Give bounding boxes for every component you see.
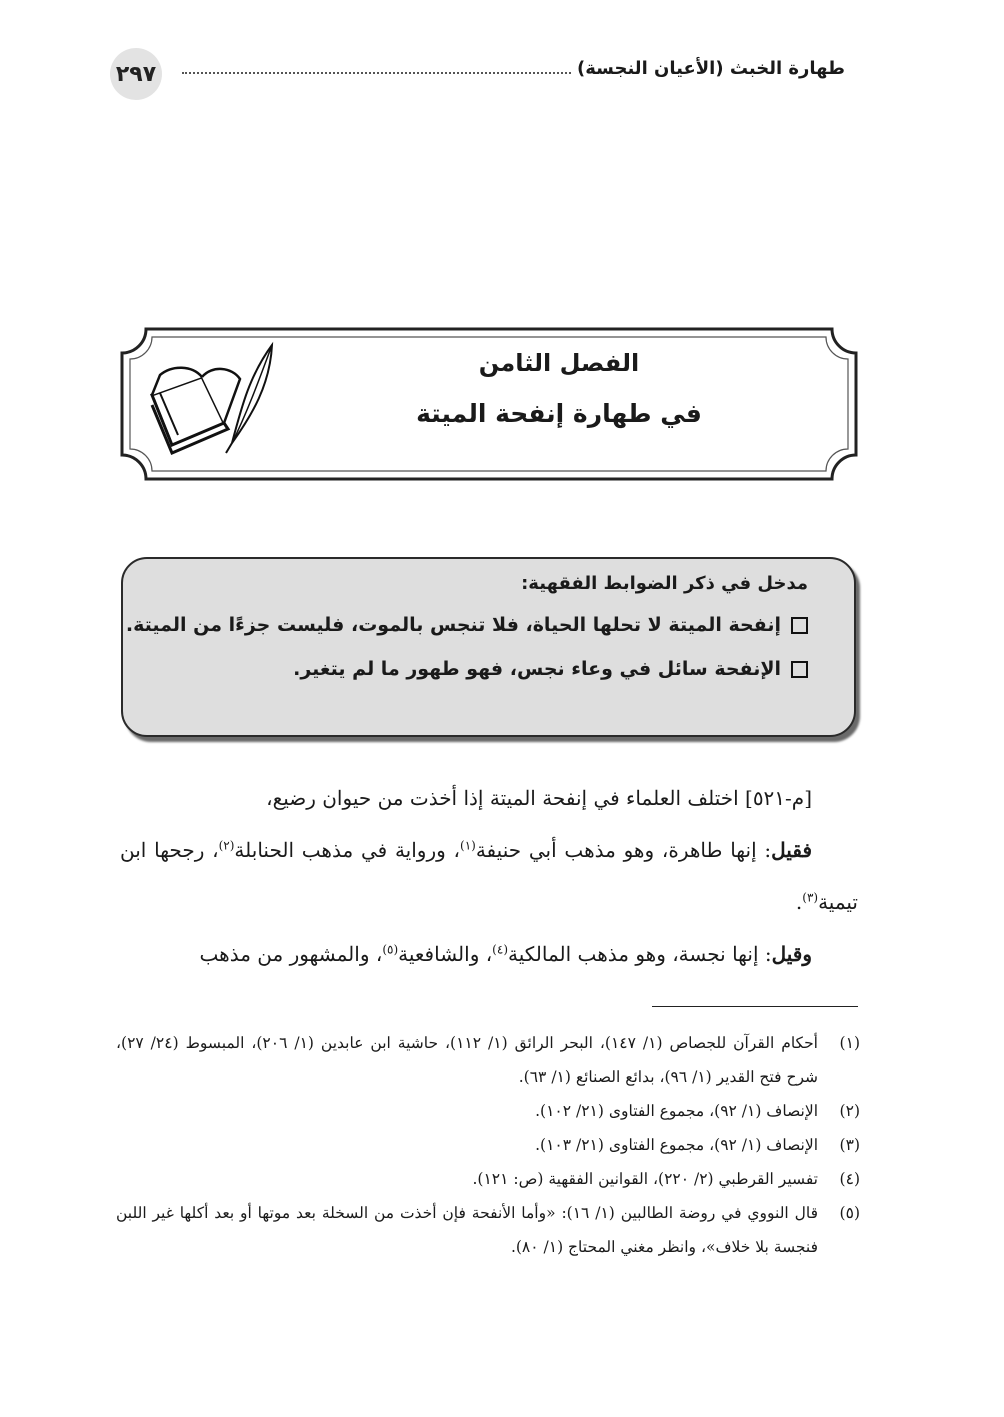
footnote-number: (٣): [839, 1136, 860, 1154]
checkbox-icon: [791, 661, 808, 678]
paragraph-second-opinion: وقيل: إنها نجسة، وهو مذهب المالكية$^{(٤)}$، والشافعية$^{(٥)}$، والمشهور من مذهب: [199, 942, 812, 966]
footnote-text: الإنصاف (١/ ٩٢)، مجموع الفتاوى (٢١/ ١٠٣).: [535, 1136, 818, 1154]
footnote-number: (٥): [839, 1204, 860, 1222]
footnote-number: (١): [839, 1034, 860, 1052]
footnote-text: تفسير القرطبي (٢/ ٢٢٠)، القوانين الفقهية (ص: ١٢١).: [472, 1170, 818, 1188]
footnote-ref[interactable]: (٥): [382, 942, 399, 957]
footnote-ref[interactable]: (٤): [492, 942, 508, 957]
main-text: [120, 772, 858, 980]
dotted-leader: [182, 72, 571, 74]
footnote-ref[interactable]: (٢): [218, 838, 235, 853]
footnote-number: (٢): [839, 1102, 860, 1120]
footnote: [116, 1026, 860, 1094]
footnote-text: الإنصاف (١/ ٩٢)، مجموع الفتاوى (٢١/ ١٠٢).: [535, 1102, 818, 1120]
chapter-title-frame: [118, 325, 860, 483]
footnote: [116, 1094, 860, 1128]
rule-text: الإنفحة سائل في وعاء نجس، فهو طهور ما لم يتغير.: [293, 658, 781, 680]
footnote-separator: [652, 1006, 858, 1007]
rule-item: [153, 658, 808, 680]
running-title: طهارة الخبث (الأعيان النجسة): [577, 58, 845, 79]
footnotes: [116, 1026, 860, 1264]
page-number: ٢٩٧: [110, 48, 162, 100]
rule-item: [125, 614, 808, 636]
opinion-lead: فقيل: [771, 838, 812, 862]
opinion-lead: وقيل: [771, 942, 812, 966]
footnote-text: قال النووي في روضة الطالبين (١/ ١٦): «وأما الأنفحة فإن أخذت من السخلة بعد موتها أو بعد أكلها غير اللبن فنجسة بلا خلاف»، وانظر مغني المحتاج (١/ ٨٠).: [116, 1204, 818, 1256]
footnote-ref[interactable]: (٣): [802, 890, 819, 905]
book-and-quill-icon: [132, 335, 282, 455]
footnote-text: أحكام القرآن للجصاص (١/ ١٤٧)، البحر الرائق (١/ ١١٢)، حاشية ابن عابدين (١/ ٢٠٦)، المبسوط (٢٤/ ٢٧)، شرح فتح القدير (١/ ٩٦)، بدائع الصنائع (١/ ٦٣).: [116, 1034, 818, 1086]
rule-text: إنفحة الميتة لا تحلها الحياة، فلا تنجس بالموت، فليست جزءًا من الميتة.: [125, 614, 781, 636]
page-header: [110, 44, 845, 100]
paragraph-first-opinion: فقيل: إنها طاهرة، وهو مذهب أبي حنيفة$^{(١)}$، ورواية في مذهب الحنابلة$^{(٢)}$، رجحها ابن تيمية$^{(٣)}$.: [120, 838, 858, 914]
paragraph-intro: [م-٥٢١] اختلف العلماء في إنفحة الميتة إذا أخذت من حيوان رضيع،: [266, 786, 812, 810]
footnote: [116, 1196, 860, 1264]
running-head: [182, 58, 845, 79]
chapter-subtitle: في طهارة إنفحة الميتة: [416, 399, 702, 428]
footnote: [116, 1128, 860, 1162]
rules-heading: مدخل في ذكر الضوابط الفقهية:: [521, 573, 808, 594]
chapter-heading: الفصل الثامن: [478, 349, 640, 377]
footnote: [116, 1162, 860, 1196]
checkbox-icon: [791, 617, 808, 634]
footnote-number: (٤): [839, 1170, 860, 1188]
footnote-ref[interactable]: (١): [460, 838, 476, 853]
fiqh-rules-box: [121, 557, 856, 737]
